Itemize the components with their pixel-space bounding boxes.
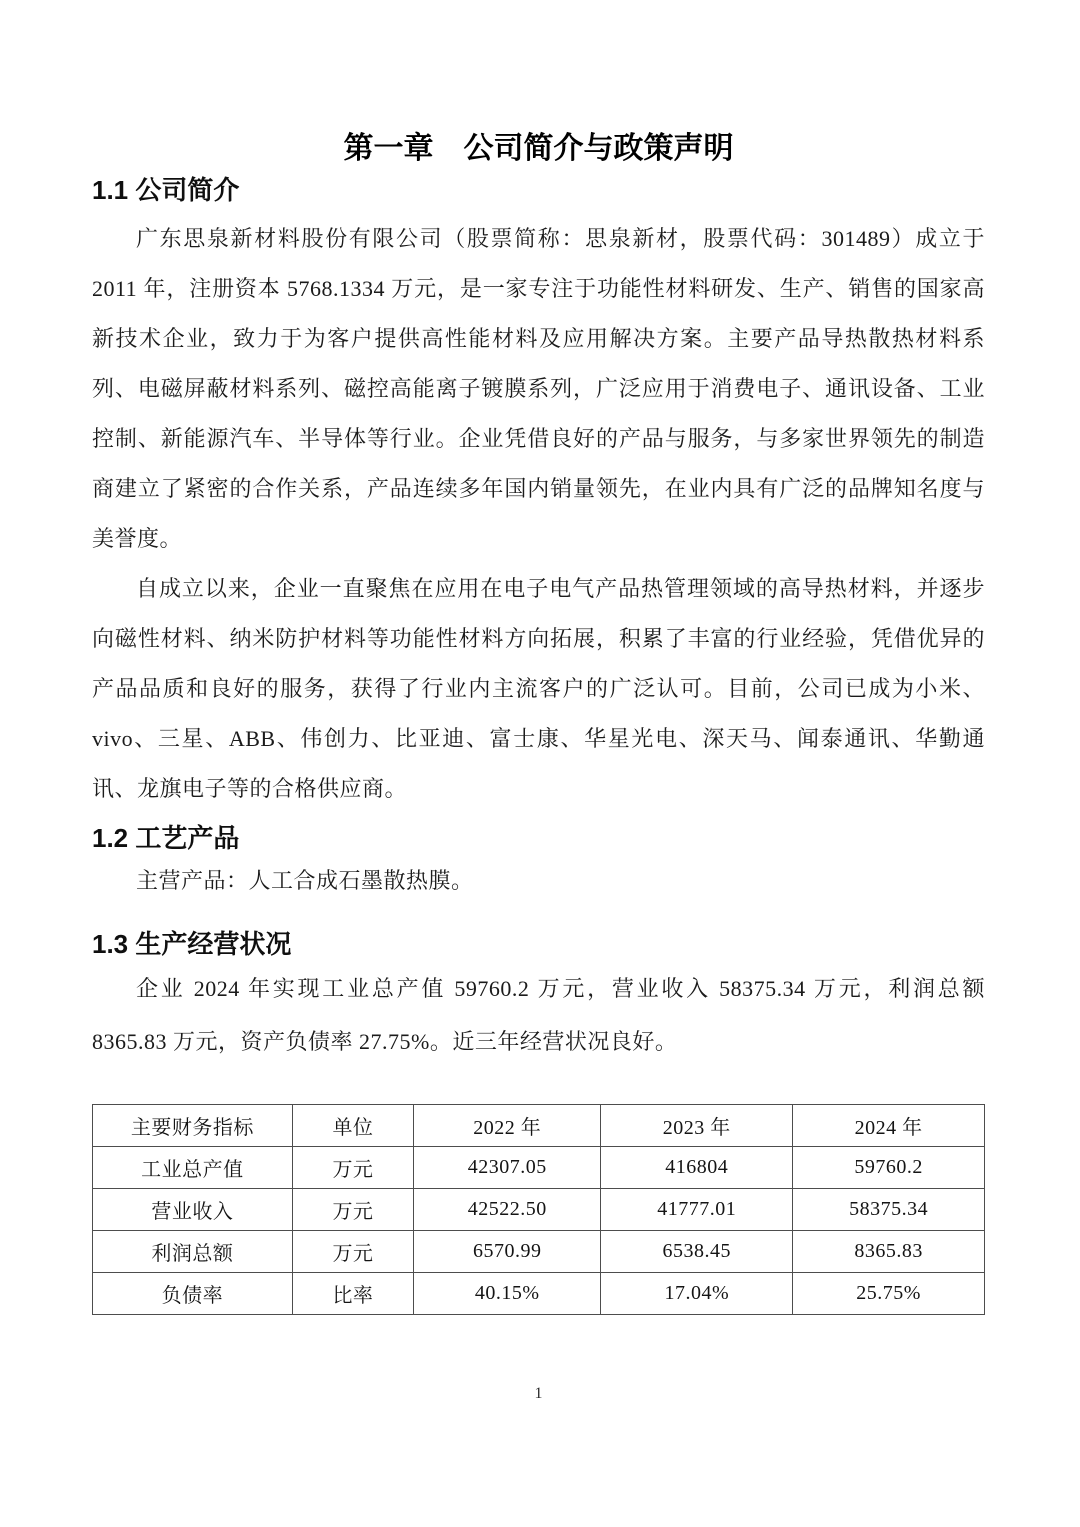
table-cell: 58375.34 bbox=[793, 1189, 985, 1231]
table-cell: 工业总产值 bbox=[93, 1147, 293, 1189]
table-cell: 40.15% bbox=[414, 1273, 601, 1315]
paragraph-operations-status: 企业 2024 年实现工业总产值 59760.2 万元，营业收入 58375.34 万元，利润总额 8365.83 万元，资产负债率 27.75%。近三年经营状况良好。 bbox=[92, 976, 985, 1054]
table-cell: 41777.01 bbox=[601, 1189, 793, 1231]
paragraph-main-products: 主营产品：人工合成石墨散热膜。 bbox=[136, 868, 474, 893]
table-cell: 8365.83 bbox=[793, 1231, 985, 1273]
section-heading-1-2-products: 1.2 工艺产品 bbox=[92, 823, 240, 853]
table-header-unit: 单位 bbox=[292, 1105, 413, 1147]
table-cell: 42307.05 bbox=[414, 1147, 601, 1189]
table-row-debt-ratio bbox=[93, 1273, 985, 1315]
table-header-indicator: 主要财务指标 bbox=[93, 1105, 293, 1147]
table-cell: 59760.2 bbox=[793, 1147, 985, 1189]
table-header-row bbox=[93, 1105, 985, 1147]
table-cell: 利润总额 bbox=[93, 1231, 293, 1273]
table-cell: 17.04% bbox=[601, 1273, 793, 1315]
table-cell: 万元 bbox=[292, 1231, 413, 1273]
table-cell: 比率 bbox=[292, 1273, 413, 1315]
table-header-2023: 2023 年 bbox=[601, 1105, 793, 1147]
section-heading-1-3-operations: 1.3 生产经营状况 bbox=[92, 929, 292, 959]
table-cell: 负债率 bbox=[93, 1273, 293, 1315]
table-cell: 万元 bbox=[292, 1189, 413, 1231]
document-title: 第一章 公司简介与政策声明 bbox=[343, 132, 734, 165]
financial-indicators-table bbox=[92, 1104, 985, 1315]
table-cell: 营业收入 bbox=[93, 1189, 293, 1231]
table-cell: 万元 bbox=[292, 1147, 413, 1189]
section-heading-1-1-company-intro: 1.1 公司简介 bbox=[92, 175, 240, 205]
page-number: 1 bbox=[534, 1385, 543, 1402]
table-row-industrial-output bbox=[93, 1147, 985, 1189]
table-cell: 6538.45 bbox=[601, 1231, 793, 1273]
table-row-total-profit bbox=[93, 1231, 985, 1273]
table-cell: 42522.50 bbox=[414, 1189, 601, 1231]
table-cell: 25.75% bbox=[793, 1273, 985, 1315]
paragraph-company-intro-2: 自成立以来，企业一直聚焦在应用在电子电气产品热管理领域的高导热材料，并逐步向磁性材料、纳米防护材料等功能性材料方向拓展，积累了丰富的行业经验，凭借优异的产品品质和良好的服务，获得了行业内主流客户的广泛认可。目前，公司已成为小米、vivo、三星、ABB、伟创力、比亚迪、富士康、华星光电、深天马、闻泰通讯、华勤通讯、龙旗电子等的合格供应商。 bbox=[92, 576, 985, 801]
table-cell: 416804 bbox=[601, 1147, 793, 1189]
table-cell: 6570.99 bbox=[414, 1231, 601, 1273]
paragraph-company-intro-1: 广东思泉新材料股份有限公司（股票简称：思泉新材，股票代码：301489）成立于 2011 年，注册资本 5768.1334 万元，是一家专注于功能性材料研发、生产、销售的国家高新技术企业，致力于为客户提供高性能材料及应用解决方案。主要产品导热散热材料系列、电磁屏蔽材料系列、磁控高能离子镀膜系列，广泛应用于消费电子、通讯设备、工业控制、新能源汽车、半导体等行业。企业凭借良好的产品与服务，与多家世界领先的制造商建立了紧密的合作关系，产品连续多年国内销量领先，在业内具有广泛的品牌知名度与美誉度。 bbox=[92, 226, 985, 551]
table-row-revenue bbox=[93, 1189, 985, 1231]
table-header-2024: 2024 年 bbox=[793, 1105, 985, 1147]
table-header-2022: 2022 年 bbox=[414, 1105, 601, 1147]
